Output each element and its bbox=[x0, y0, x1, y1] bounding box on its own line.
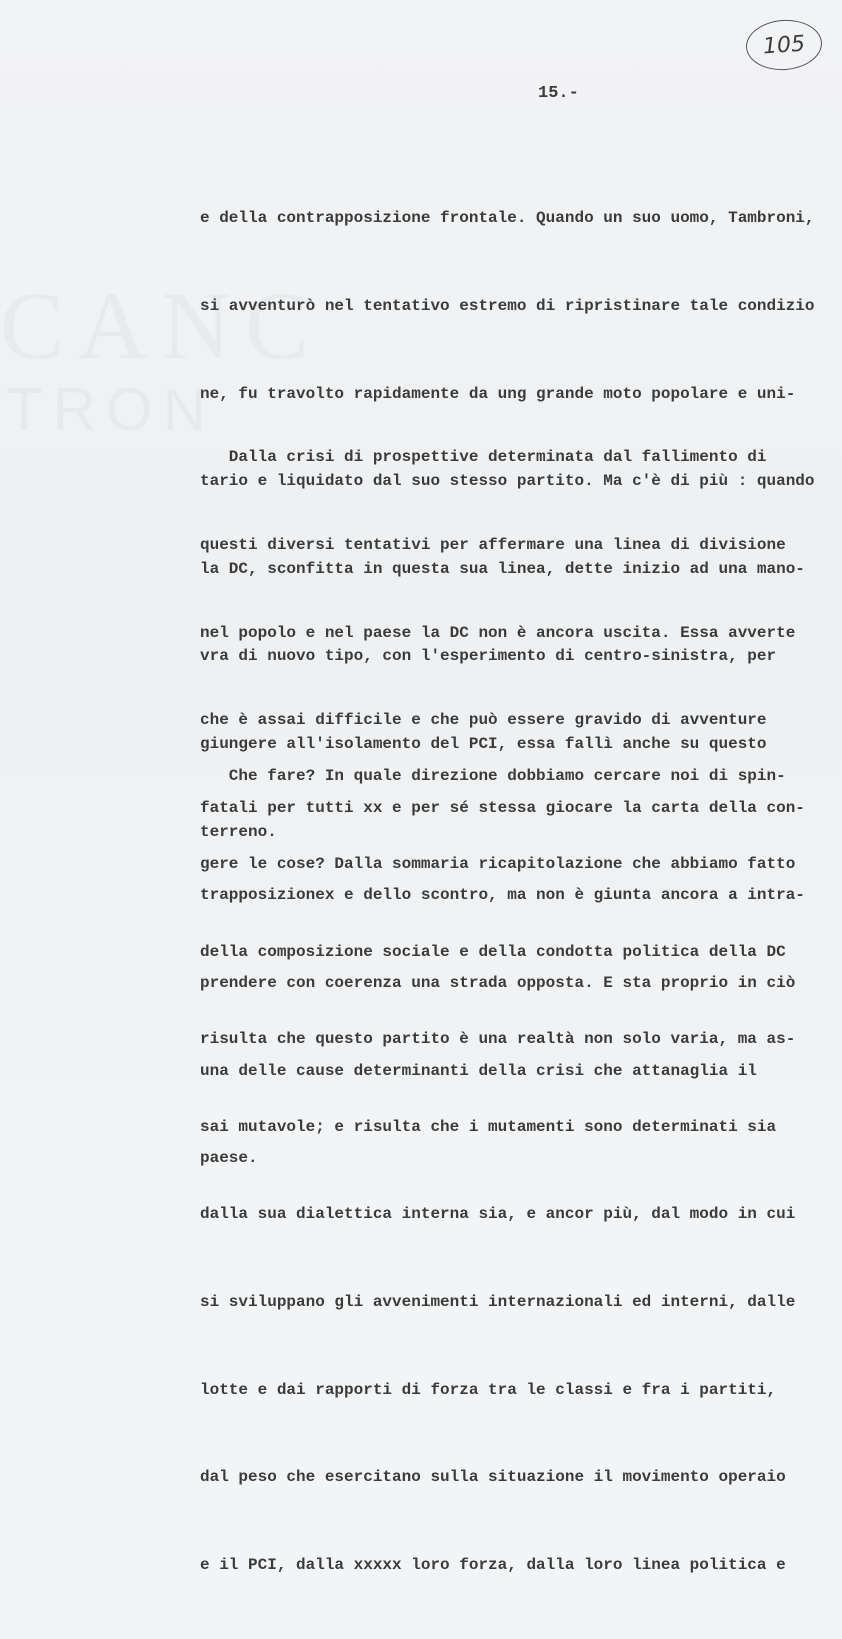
text-line: ne, fu travolto rapidamente da ung grande moto popolare e uni- bbox=[200, 384, 796, 403]
text-line: gere le cose? Dalla sommaria ricapitolazione che abbiamo fatto bbox=[200, 855, 796, 874]
text-line: dalla sua dialettica interna sia, e ancor più, dal modo in cui bbox=[200, 1205, 796, 1224]
paragraph-3 bbox=[200, 704, 840, 1639]
text-line: della composizione sociale e della condotta politica della DC bbox=[200, 942, 786, 961]
text-line: nel popolo e nel paese la DC non è ancora uscita. Essa avverte bbox=[200, 623, 796, 642]
text-line: si sviluppano gli avvenimenti internazionali ed interni, dalle bbox=[200, 1293, 796, 1312]
page-number: 15.- bbox=[538, 84, 579, 103]
text-line: sai mutavole; e risulta che i mutamenti sono determinati sia bbox=[200, 1117, 777, 1136]
text-line: risulta che questo partito è una realtà non solo varia, ma as- bbox=[200, 1030, 796, 1049]
text-line: si avventurò nel tentativo estremo di ripristinare tale condizio bbox=[200, 297, 815, 316]
text-line: paese. bbox=[200, 1149, 258, 1168]
text-line: e della contrapposizione frontale. Quando un suo uomo, Tambroni, bbox=[200, 209, 815, 228]
text-line: dal peso che esercitano sulla situazione il movimento operaio bbox=[200, 1468, 786, 1487]
text-line: trapposizionex e dello scontro, ma non è giunta ancora a intra- bbox=[200, 886, 805, 905]
text-line: e il PCI, dalla xxxxx loro forza, dalla loro linea politica e bbox=[200, 1555, 786, 1574]
text-line: questi diversi tentativi per affermare una linea di divisione bbox=[200, 536, 786, 555]
text-line: vra di nuovo tipo, con l'esperimento di centro-sinistra, per bbox=[200, 647, 777, 666]
text-line: Che fare? In quale direzione dobbiamo cercare noi di spin- bbox=[200, 767, 786, 786]
bleed-through-shadow-lower: TRON bbox=[6, 376, 216, 443]
text-line: lotte e dai rapporti di forza tra le classi e fra i partiti, bbox=[200, 1380, 777, 1399]
bleed-through-shadow: CANC bbox=[0, 272, 323, 379]
folio-number-text: 105 bbox=[762, 31, 806, 59]
text-line: giungere all'isolamento del PCI, essa fallì anche su questo bbox=[200, 735, 767, 754]
text-line: tario e liquidato dal suo stesso partito. Ma c'è di più : quando bbox=[200, 472, 815, 491]
text-line: una delle cause determinanti della crisi che attanaglia il bbox=[200, 1061, 757, 1080]
text-line: che è assai difficile e che può essere gravido di avventure bbox=[200, 711, 767, 730]
text-line: terreno. bbox=[200, 822, 277, 841]
handwritten-folio-number bbox=[744, 17, 823, 72]
text-line: fatali per tutti xx e per sé stessa giocare la carta della con- bbox=[200, 798, 805, 817]
text-line: la DC, sconfitta in questa sua linea, dette inizio ad una mano- bbox=[200, 559, 805, 578]
text-line: prendere con coerenza una strada opposta. E sta proprio in ciò bbox=[200, 974, 796, 993]
text-line: Dalla crisi di prospettive determinata dal fallimento di bbox=[200, 448, 767, 467]
